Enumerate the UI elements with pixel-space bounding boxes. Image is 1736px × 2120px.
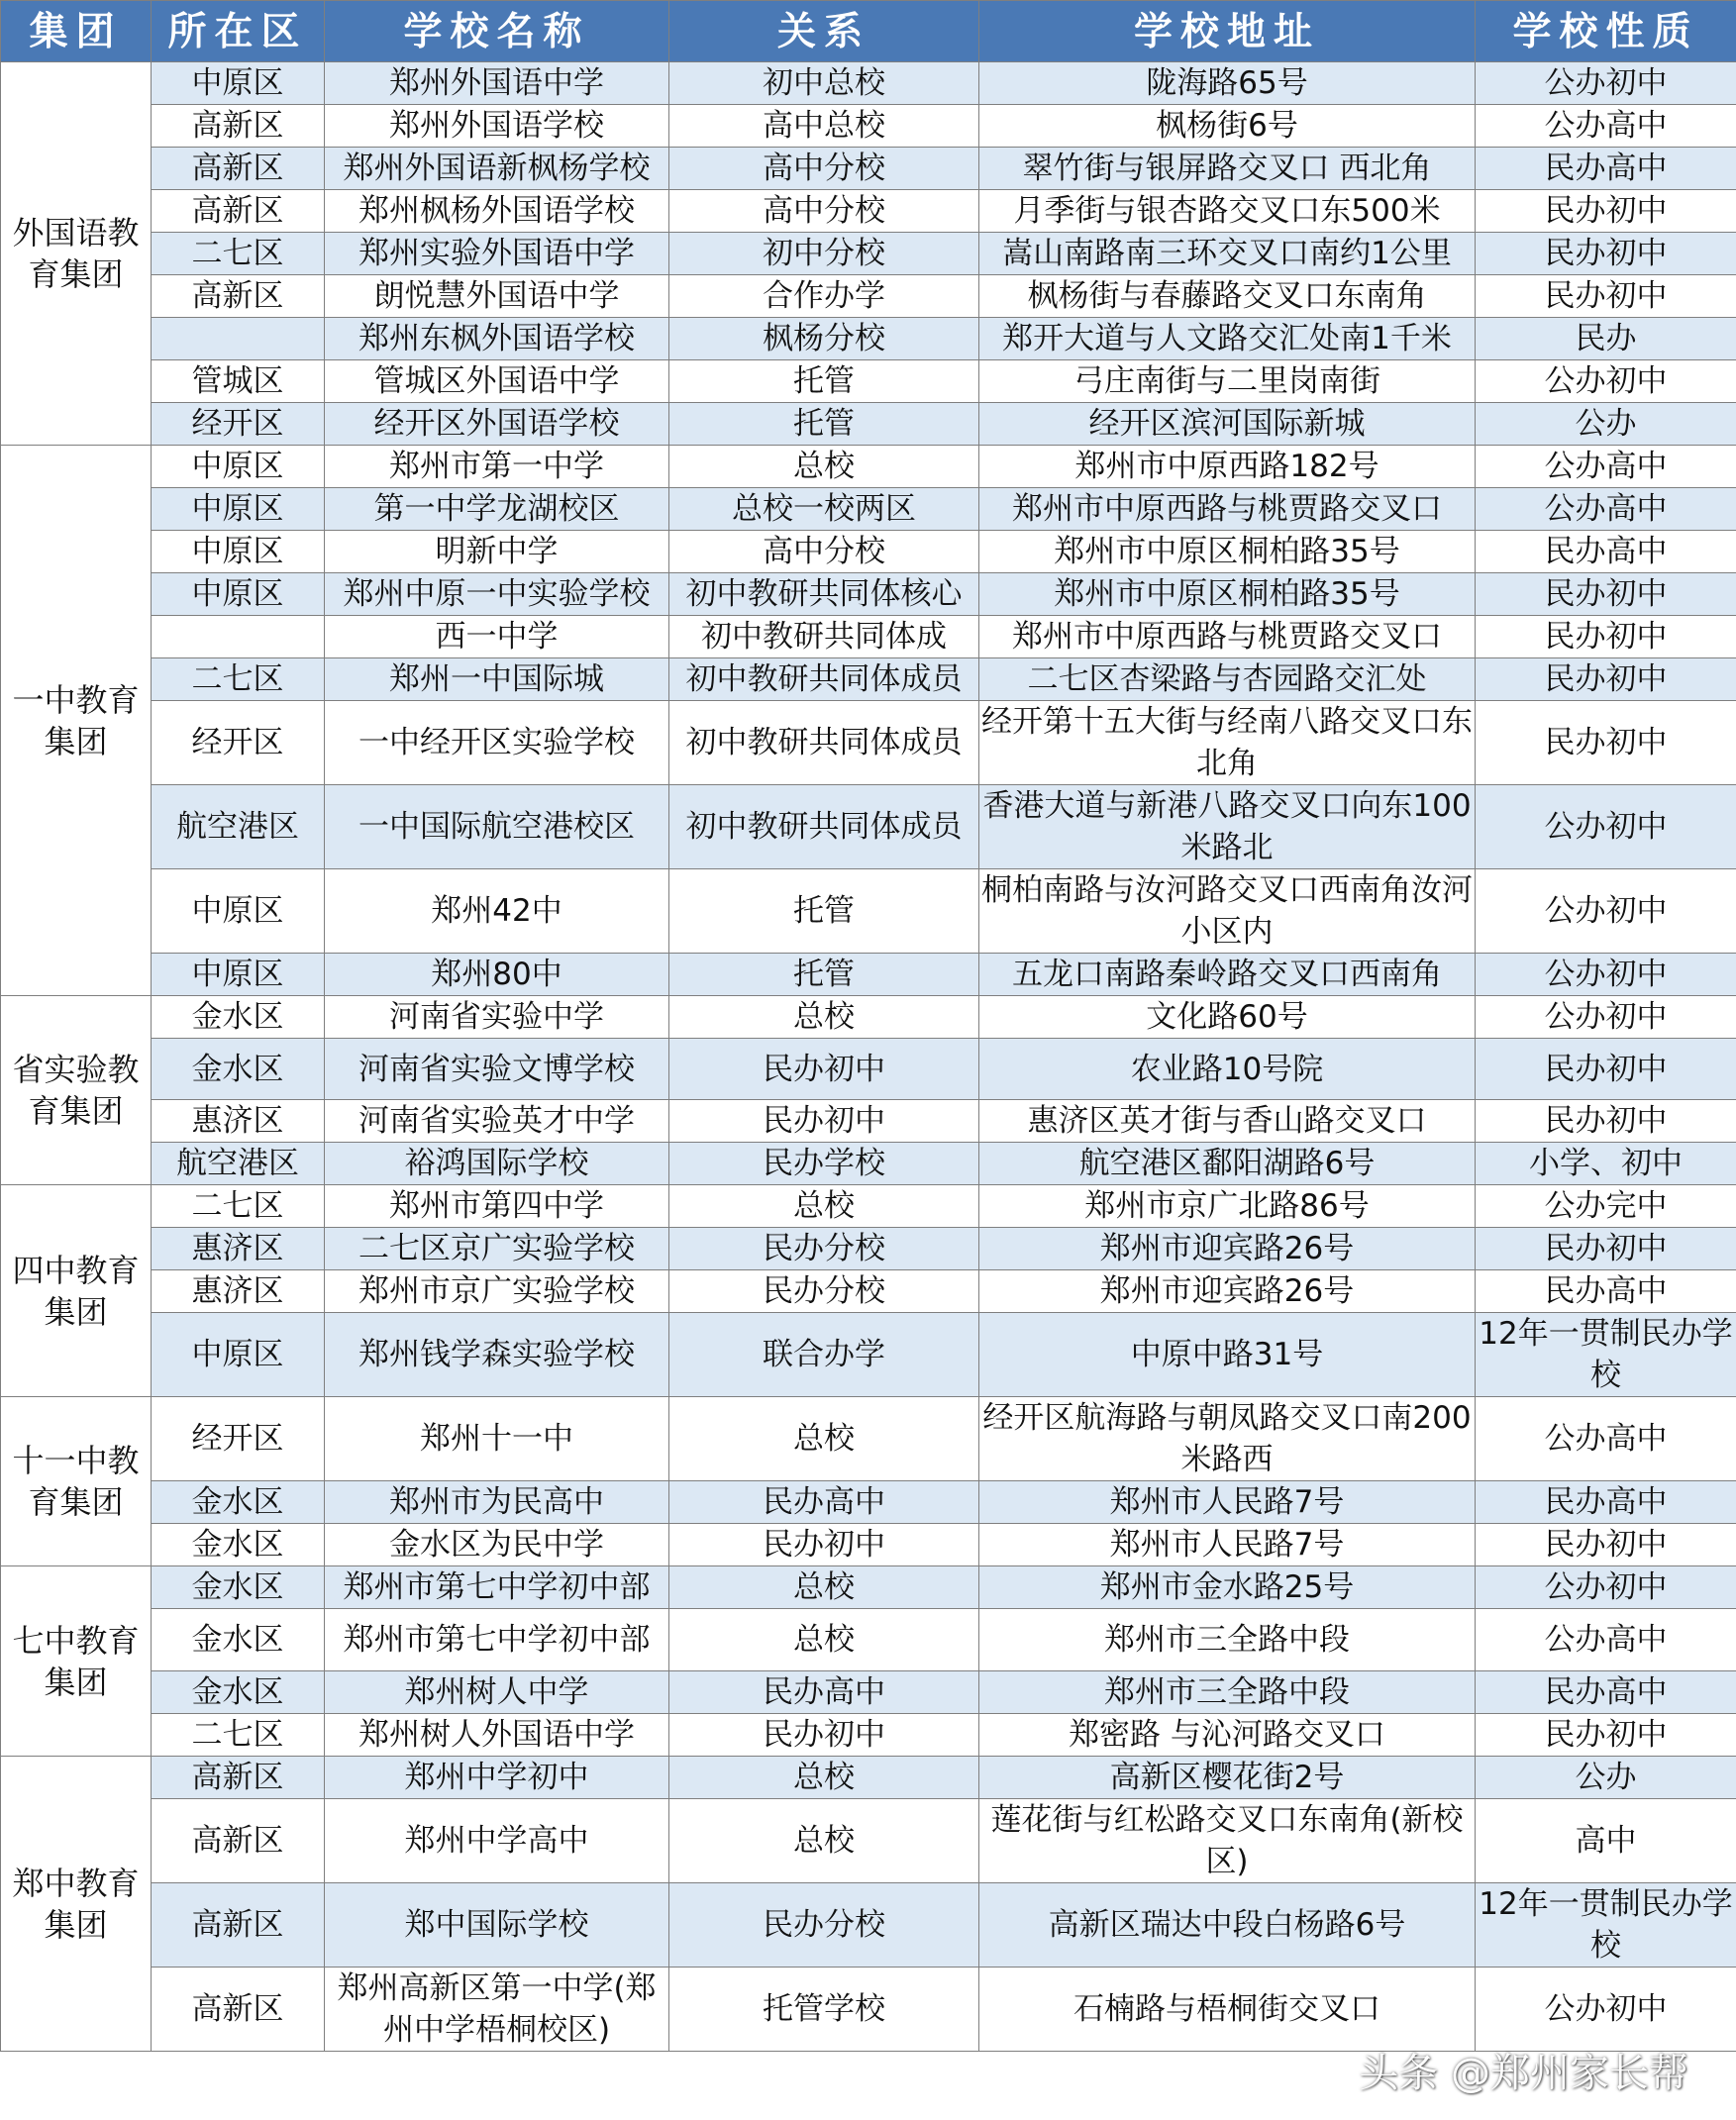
- cell-school-name: 郑中国际学校: [325, 1883, 669, 1968]
- cell-district: 高新区: [152, 105, 325, 148]
- cell-relation: 总校: [669, 446, 979, 488]
- cell-school-name: 郑州中原一中实验学校: [325, 573, 669, 616]
- cell-relation: 总校: [669, 1397, 979, 1481]
- table-row: [1, 275, 1736, 318]
- table-row: [1, 1100, 1736, 1143]
- cell-school-name: 管城区外国语中学: [325, 360, 669, 403]
- cell-district: 航空港区: [152, 785, 325, 869]
- table-row: [1, 573, 1736, 616]
- cell-school-name: 二七区京广实验学校: [325, 1228, 669, 1270]
- cell-address: 枫杨街6号: [979, 105, 1476, 148]
- cell-type: 公办高中: [1476, 488, 1736, 531]
- cell-address: 郑州市迎宾路26号: [979, 1228, 1476, 1270]
- cell-address: 陇海路65号: [979, 62, 1476, 105]
- cell-relation: 民办初中: [669, 1714, 979, 1757]
- cell-type: 民办初中: [1476, 275, 1736, 318]
- cell-type: 公办初中: [1476, 954, 1736, 996]
- cell-group: 七中教育集团: [1, 1566, 152, 1757]
- cell-type: 公办初中: [1476, 869, 1736, 954]
- cell-type: 民办初中: [1476, 658, 1736, 701]
- cell-relation: 托管: [669, 360, 979, 403]
- cell-district: 金水区: [152, 1671, 325, 1714]
- cell-school-name: 郑州外国语学校: [325, 105, 669, 148]
- cell-relation: 初中分校: [669, 233, 979, 275]
- cell-type: 民办高中: [1476, 531, 1736, 573]
- table-row: [1, 531, 1736, 573]
- cell-group: 十一中教育集团: [1, 1397, 152, 1566]
- cell-type: 民办初中: [1476, 616, 1736, 658]
- cell-relation: 高中分校: [669, 531, 979, 573]
- header-row: [1, 1, 1736, 62]
- cell-school-name: 郑州中学高中: [325, 1799, 669, 1883]
- cell-type: 民办高中: [1476, 1270, 1736, 1313]
- table-row: [1, 1799, 1736, 1883]
- cell-address: 弓庄南街与二里岗南街: [979, 360, 1476, 403]
- cell-address: 郑密路 与沁河路交叉口: [979, 1714, 1476, 1757]
- cell-school-name: 郑州市第七中学初中部: [325, 1609, 669, 1671]
- cell-district: 管城区: [152, 360, 325, 403]
- table-row: [1, 1270, 1736, 1313]
- cell-relation: 托管: [669, 954, 979, 996]
- cell-relation: 高中分校: [669, 148, 979, 190]
- cell-address: 郑州市中原区桐柏路35号: [979, 573, 1476, 616]
- cell-district: 金水区: [152, 1524, 325, 1566]
- cell-school-name: 郑州42中: [325, 869, 669, 954]
- cell-district: 经开区: [152, 1397, 325, 1481]
- cell-relation: 民办分校: [669, 1228, 979, 1270]
- cell-address: 二七区杏梁路与杏园路交汇处: [979, 658, 1476, 701]
- table-row: [1, 148, 1736, 190]
- cell-type: 公办: [1476, 1757, 1736, 1799]
- cell-school-name: 郑州树人中学: [325, 1671, 669, 1714]
- cell-district: 中原区: [152, 573, 325, 616]
- cell-type: 公办高中: [1476, 105, 1736, 148]
- table-row: [1, 1397, 1736, 1481]
- cell-district: 航空港区: [152, 1143, 325, 1185]
- cell-school-name: 郑州外国语中学: [325, 62, 669, 105]
- cell-district: 中原区: [152, 488, 325, 531]
- cell-group: 一中教育集团: [1, 446, 152, 996]
- cell-address: 郑州市中原西路与桃贾路交叉口: [979, 616, 1476, 658]
- table-row: [1, 616, 1736, 658]
- cell-type: 公办高中: [1476, 446, 1736, 488]
- cell-address: 经开第十五大街与经南八路交叉口东北角: [979, 701, 1476, 785]
- cell-district: 中原区: [152, 446, 325, 488]
- cell-type: 公办初中: [1476, 1968, 1736, 2052]
- cell-relation: 初中教研共同体成员: [669, 785, 979, 869]
- cell-type: 公办高中: [1476, 1397, 1736, 1481]
- cell-type: 公办初中: [1476, 1566, 1736, 1609]
- cell-school-name: 郑州枫杨外国语学校: [325, 190, 669, 233]
- cell-school-name: 郑州东枫外国语学校: [325, 318, 669, 360]
- cell-district: 惠济区: [152, 1100, 325, 1143]
- cell-address: 高新区瑞达中段白杨路6号: [979, 1883, 1476, 1968]
- cell-relation: 初中教研共同体成: [669, 616, 979, 658]
- cell-district: [152, 616, 325, 658]
- cell-relation: 总校: [669, 1609, 979, 1671]
- cell-relation: 总校一校两区: [669, 488, 979, 531]
- cell-district: 高新区: [152, 190, 325, 233]
- cell-district: 二七区: [152, 1714, 325, 1757]
- cell-district: 高新区: [152, 1799, 325, 1883]
- cell-school-name: 金水区为民中学: [325, 1524, 669, 1566]
- cell-school-name: 郑州市京广实验学校: [325, 1270, 669, 1313]
- cell-address: 郑州市中原西路182号: [979, 446, 1476, 488]
- table-row: [1, 1313, 1736, 1397]
- cell-group: 省实验教育集团: [1, 996, 152, 1185]
- cell-district: 高新区: [152, 148, 325, 190]
- cell-address: 翠竹街与银屏路交叉口 西北角: [979, 148, 1476, 190]
- cell-group: 郑中教育集团: [1, 1757, 152, 2052]
- cell-school-name: 朗悦慧外国语中学: [325, 275, 669, 318]
- table-row: [1, 1883, 1736, 1968]
- cell-district: [152, 318, 325, 360]
- cell-school-name: 郑州80中: [325, 954, 669, 996]
- cell-address: 嵩山南路南三环交叉口南约1公里: [979, 233, 1476, 275]
- cell-relation: 枫杨分校: [669, 318, 979, 360]
- cell-district: 高新区: [152, 275, 325, 318]
- cell-address: 郑州市人民路7号: [979, 1481, 1476, 1524]
- table-row: [1, 1228, 1736, 1270]
- cell-school-name: 郑州中学初中: [325, 1757, 669, 1799]
- table-row: [1, 318, 1736, 360]
- cell-school-name: 郑州市为民高中: [325, 1481, 669, 1524]
- cell-school-name: 郑州高新区第一中学(郑州中学梧桐校区): [325, 1968, 669, 2052]
- table-row: [1, 1481, 1736, 1524]
- cell-type: 民办初中: [1476, 1524, 1736, 1566]
- cell-district: 经开区: [152, 403, 325, 446]
- cell-relation: 民办分校: [669, 1883, 979, 1968]
- cell-school-name: 郑州一中国际城: [325, 658, 669, 701]
- cell-address: 枫杨街与春藤路交叉口东南角: [979, 275, 1476, 318]
- cell-type: 高中: [1476, 1799, 1736, 1883]
- table-row: [1, 869, 1736, 954]
- cell-type: 公办完中: [1476, 1185, 1736, 1228]
- cell-address: 石楠路与梧桐街交叉口: [979, 1968, 1476, 2052]
- cell-school-name: 郑州钱学森实验学校: [325, 1313, 669, 1397]
- header-type: 学校性质: [1476, 1, 1736, 62]
- table-row: [1, 233, 1736, 275]
- cell-relation: 托管: [669, 869, 979, 954]
- cell-school-name: 西一中学: [325, 616, 669, 658]
- cell-type: 民办初中: [1476, 573, 1736, 616]
- cell-type: 民办初中: [1476, 1100, 1736, 1143]
- cell-address: 郑州市人民路7号: [979, 1524, 1476, 1566]
- cell-district: 惠济区: [152, 1228, 325, 1270]
- cell-school-name: 郑州十一中: [325, 1397, 669, 1481]
- cell-relation: 总校: [669, 1566, 979, 1609]
- cell-relation: 初中总校: [669, 62, 979, 105]
- cell-address: 郑州市金水路25号: [979, 1566, 1476, 1609]
- cell-address: 郑州市中原西路与桃贾路交叉口: [979, 488, 1476, 531]
- cell-district: 二七区: [152, 1185, 325, 1228]
- table-row: [1, 62, 1736, 105]
- cell-relation: 初中教研共同体核心: [669, 573, 979, 616]
- cell-address: 郑州市迎宾路26号: [979, 1270, 1476, 1313]
- cell-district: 金水区: [152, 996, 325, 1039]
- cell-relation: 民办学校: [669, 1143, 979, 1185]
- cell-relation: 高中总校: [669, 105, 979, 148]
- cell-relation: 总校: [669, 1185, 979, 1228]
- cell-address: 文化路60号: [979, 996, 1476, 1039]
- cell-type: 民办: [1476, 318, 1736, 360]
- cell-address: 郑州市三全路中段: [979, 1671, 1476, 1714]
- cell-school-name: 郑州外国语新枫杨学校: [325, 148, 669, 190]
- table-row: [1, 1566, 1736, 1609]
- cell-school-name: 郑州市第一中学: [325, 446, 669, 488]
- cell-district: 金水区: [152, 1566, 325, 1609]
- header-district: 所在区: [152, 1, 325, 62]
- cell-relation: 民办初中: [669, 1524, 979, 1566]
- cell-district: 中原区: [152, 869, 325, 954]
- cell-group: 四中教育集团: [1, 1185, 152, 1397]
- cell-type: 民办高中: [1476, 148, 1736, 190]
- table-body: [1, 62, 1736, 2052]
- cell-district: 二七区: [152, 658, 325, 701]
- cell-type: 民办初中: [1476, 233, 1736, 275]
- cell-address: 郑州市京广北路86号: [979, 1185, 1476, 1228]
- cell-type: 公办初中: [1476, 360, 1736, 403]
- cell-relation: 民办初中: [669, 1039, 979, 1100]
- table-row: [1, 954, 1736, 996]
- cell-address: 中原中路31号: [979, 1313, 1476, 1397]
- cell-school-name: 郑州实验外国语中学: [325, 233, 669, 275]
- cell-district: 高新区: [152, 1968, 325, 2052]
- cell-type: 公办初中: [1476, 785, 1736, 869]
- header-address: 学校地址: [979, 1, 1476, 62]
- watermark: 头条 @郑州家长帮: [1359, 2051, 1688, 2096]
- cell-school-name: 明新中学: [325, 531, 669, 573]
- cell-relation: 民办分校: [669, 1270, 979, 1313]
- cell-address: 航空港区鄱阳湖路6号: [979, 1143, 1476, 1185]
- cell-district: 中原区: [152, 1313, 325, 1397]
- cell-school-name: 郑州树人外国语中学: [325, 1714, 669, 1757]
- cell-address: 经开区航海路与朝凤路交叉口南200米路西: [979, 1397, 1476, 1481]
- cell-school-name: 一中国际航空港校区: [325, 785, 669, 869]
- cell-district: 二七区: [152, 233, 325, 275]
- table-row: [1, 1524, 1736, 1566]
- table-row: [1, 1968, 1736, 2052]
- cell-address: 经开区滨河国际新城: [979, 403, 1476, 446]
- cell-school-name: 郑州市第七中学初中部: [325, 1566, 669, 1609]
- header-relation: 关系: [669, 1, 979, 62]
- cell-type: 民办初中: [1476, 1714, 1736, 1757]
- cell-relation: 托管学校: [669, 1968, 979, 2052]
- cell-district: 中原区: [152, 62, 325, 105]
- cell-district: 金水区: [152, 1039, 325, 1100]
- cell-type: 民办初中: [1476, 190, 1736, 233]
- table-row: [1, 1671, 1736, 1714]
- table-row: [1, 1609, 1736, 1671]
- cell-address: 香港大道与新港八路交叉口向东100米路北: [979, 785, 1476, 869]
- cell-type: 12年一贯制民办学校: [1476, 1313, 1736, 1397]
- cell-address: 高新区樱花街2号: [979, 1757, 1476, 1799]
- table-row: [1, 1143, 1736, 1185]
- cell-relation: 民办高中: [669, 1481, 979, 1524]
- cell-school-name: 郑州市第四中学: [325, 1185, 669, 1228]
- cell-school-name: 河南省实验中学: [325, 996, 669, 1039]
- cell-address: 郑州市三全路中段: [979, 1609, 1476, 1671]
- cell-address: 五龙口南路秦岭路交叉口西南角: [979, 954, 1476, 996]
- cell-address: 郑州市中原区桐柏路35号: [979, 531, 1476, 573]
- table-row: [1, 488, 1736, 531]
- header-school-name: 学校名称: [325, 1, 669, 62]
- table-row: [1, 190, 1736, 233]
- cell-relation: 合作办学: [669, 275, 979, 318]
- header-group: 集团: [1, 1, 152, 62]
- cell-relation: 总校: [669, 1799, 979, 1883]
- cell-type: 民办初中: [1476, 1039, 1736, 1100]
- cell-school-name: 河南省实验文博学校: [325, 1039, 669, 1100]
- cell-type: 公办高中: [1476, 1609, 1736, 1671]
- cell-type: 12年一贯制民办学校: [1476, 1883, 1736, 1968]
- cell-district: 经开区: [152, 701, 325, 785]
- cell-relation: 总校: [669, 996, 979, 1039]
- cell-school-name: 第一中学龙湖校区: [325, 488, 669, 531]
- table-row: [1, 1714, 1736, 1757]
- cell-relation: 托管: [669, 403, 979, 446]
- cell-school-name: 经开区外国语学校: [325, 403, 669, 446]
- cell-district: 中原区: [152, 531, 325, 573]
- cell-address: 莲花街与红松路交叉口东南角(新校区): [979, 1799, 1476, 1883]
- cell-type: 公办初中: [1476, 996, 1736, 1039]
- table-row: [1, 658, 1736, 701]
- table-row: [1, 360, 1736, 403]
- cell-type: 民办初中: [1476, 1228, 1736, 1270]
- cell-address: 月季街与银杏路交叉口东500米: [979, 190, 1476, 233]
- cell-address: 惠济区英才街与香山路交叉口: [979, 1100, 1476, 1143]
- cell-type: 小学、初中: [1476, 1143, 1736, 1185]
- cell-address: 农业路10号院: [979, 1039, 1476, 1100]
- cell-district: 中原区: [152, 954, 325, 996]
- cell-address: 郑开大道与人文路交汇处南1千米: [979, 318, 1476, 360]
- cell-school-name: 裕鸿国际学校: [325, 1143, 669, 1185]
- table-row: [1, 701, 1736, 785]
- table-row: [1, 105, 1736, 148]
- table-row: [1, 403, 1736, 446]
- table-row: [1, 1039, 1736, 1100]
- cell-district: 高新区: [152, 1757, 325, 1799]
- cell-district: 惠济区: [152, 1270, 325, 1313]
- cell-district: 金水区: [152, 1481, 325, 1524]
- cell-relation: 初中教研共同体成员: [669, 701, 979, 785]
- cell-district: 金水区: [152, 1609, 325, 1671]
- cell-group: 外国语教育集团: [1, 62, 152, 446]
- table-row: [1, 446, 1736, 488]
- table-row: [1, 1185, 1736, 1228]
- cell-type: 民办初中: [1476, 701, 1736, 785]
- cell-address: 桐柏南路与汝河路交叉口西南角汝河小区内: [979, 869, 1476, 954]
- cell-relation: 民办初中: [669, 1100, 979, 1143]
- cell-relation: 高中分校: [669, 190, 979, 233]
- cell-type: 公办初中: [1476, 62, 1736, 105]
- cell-relation: 总校: [669, 1757, 979, 1799]
- cell-relation: 联合办学: [669, 1313, 979, 1397]
- cell-type: 民办高中: [1476, 1671, 1736, 1714]
- cell-school-name: 河南省实验英才中学: [325, 1100, 669, 1143]
- cell-relation: 民办高中: [669, 1671, 979, 1714]
- table-row: [1, 785, 1736, 869]
- cell-school-name: 一中经开区实验学校: [325, 701, 669, 785]
- table-row: [1, 996, 1736, 1039]
- cell-district: 高新区: [152, 1883, 325, 1968]
- cell-relation: 初中教研共同体成员: [669, 658, 979, 701]
- cell-type: 公办: [1476, 403, 1736, 446]
- cell-type: 民办高中: [1476, 1481, 1736, 1524]
- table-row: [1, 1757, 1736, 1799]
